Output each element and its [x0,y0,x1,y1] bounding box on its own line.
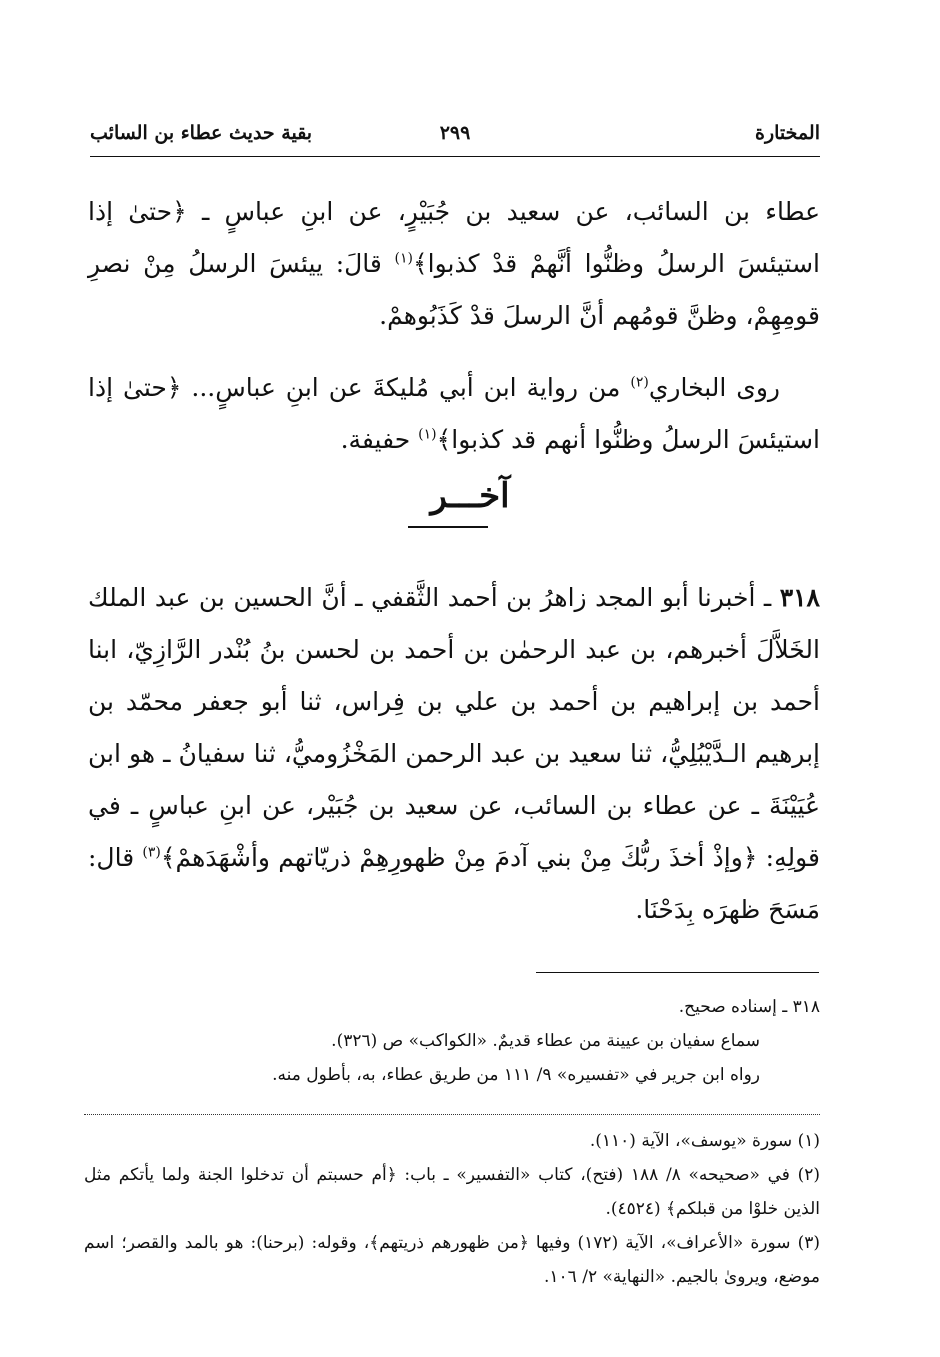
footnote-1: (١) سورة «يوسف»، الآية (١١٠). [589,1131,820,1151]
footnote-ref-1b: (١) [418,426,437,443]
footnote-ref-1: (١) [394,250,413,267]
footnotes-separator [84,1114,820,1115]
note-line-3: رواه ابن جرير في «تفسيره» ٩/ ١١١ من طريق عطاء، به، بأطول منه. [272,1065,760,1085]
chapter-title: بقية حديث عطاء بن السائب [90,122,313,144]
paragraph-2-text: روى البخاري [648,373,780,402]
page-number: ٢٩٩ [439,122,471,144]
paragraph-1 [88,186,820,342]
section-heading-underline [408,526,488,528]
paragraph-2-mid: من رواية ابن أبي مُليكةَ عن ابنِ عباسٍ... ﴿حتىٰ إذا استيئسَ الرسلُ وظنُّوا أنهم قد كذبوا﴾ [88,373,820,454]
paragraph-2 [88,362,820,466]
header-rule [90,156,820,157]
notes-separator [536,972,819,973]
footnote-2: (٢) في «صحيحه» ٨/ ١٨٨ (فتح)، كتاب «التفسير» ـ باب: ﴿أم حسبتم أن تدخلوا الجنة ولما يأتكم مثل الذين خلوْا من قبلكم﴾ (٤٥٢٤). [84,1165,820,1219]
paragraph-2-end: حفيفة. [340,425,419,454]
footnotes [84,1124,820,1294]
book-title: المختارة [755,122,820,144]
footnote-ref-3: (٣) [142,844,161,861]
paragraph-1-text: عطاء بن السائب، عن سعيد بن جُبَيْرٍ، عن ابنِ عباسٍ ـ ﴿حتىٰ إذا استيئسَ الرسلُ وظنُّوا أنَّهمْ قدْ كذبوا﴾ [88,197,820,278]
section-heading: آخـــر [430,476,510,516]
hadith-number: ٣١٨ [779,583,820,612]
commentary-notes [120,990,820,1092]
hadith-318-end: قال: مَسَحَ ظهرَه بِدَحْنَا. [88,843,820,924]
note-line-1: ٣١٨ ـ إسناده صحيح. [678,997,820,1017]
hadith-318 [88,572,820,936]
running-header [90,118,820,154]
note-line-2: سماع سفيان بن عيينة من عطاء قديمٌ. «الكواكب» ص (٣٢٦). [331,1031,760,1051]
footnote-ref-2: (٢) [630,374,649,391]
hadith-318-text: ـ أخبرنا أبو المجد زاهرُ بن أحمد الثَّقفي ـ أنَّ الحسين بن عبد الملك الخَلاَّلَ أخبرهم، بن عبد الرحمٰن بن أحمد بن لحسن بنُ بُنْدر الرَّازِيّ، ابنا أحمد بن إبراهيم بن أحمد بن علي بن فِراس، ثنا أبو جعفر محمّد بن إبرهيم الـدَّيْبُلِيُّ، ثنا سعيد بن عبد الرحمن المَخْزُوميُّ، ثنا سفيانُ ـ هو ابن عُيَيْنَةَ ـ عن عطاء بن السائب، عن سعيد بن جُبَيْر، عن ابنِ عباسٍ ـ في قولِهِ: ﴿وإذْ أخذَ ربُّكَ مِنْ بني آدمَ مِنْ ظهورِهِمْ ذريّاتهم وأشْهَدَهمْ﴾ [88,583,820,872]
paragraph-1-end: قالَ: ييئسَ الرسلُ مِنْ نصرِ قومِهِمْ، وظنَّ قومُهم أنَّ الرسلَ قدْ كَذَبُوهمْ. [88,249,820,330]
footnote-3: (٣) سورة «الأعراف»، الآية (١٧٢) وفيها ﴿من ظهورهم ذريتهم﴾، وقوله: (برحنا): هو بالمد والقصر؛ اسم موضع، ويروىٰ بالجيم. «النهاية» ٢/ ١٠٦. [84,1233,820,1287]
